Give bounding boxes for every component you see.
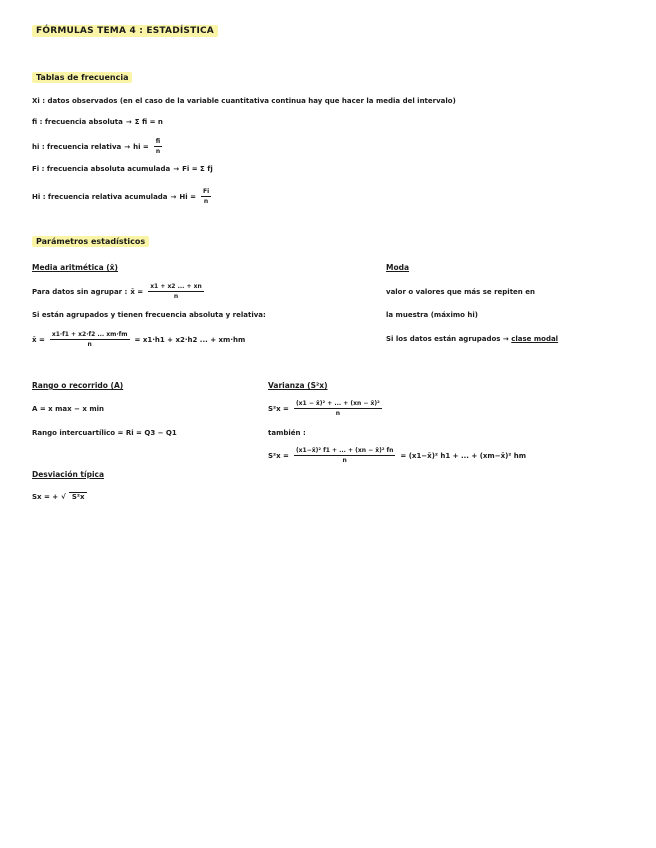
variance-fraction — [294, 400, 382, 417]
mean-grouped-numerator: x1·f1 + x2·f2 ... xm·fm — [51, 331, 128, 338]
hi-label: hi : frecuencia relativa — [32, 142, 122, 151]
hi-denominator: n — [155, 148, 161, 155]
Hi-lhs: Hi = — [179, 192, 196, 201]
sd-heading: Desviación típica — [32, 470, 105, 479]
page-title-text: FÓRMULAS TEMA 4 : ESTADÍSTICA — [32, 25, 218, 37]
mode-line-1: valor o valores que más se repiten en — [386, 288, 535, 296]
Fi-label: Fi : frecuencia absoluta acumulada — [32, 165, 171, 173]
variance-heading: Varianza (S²x) — [268, 381, 328, 390]
mean-ungrouped-label: Para datos sin agrupar : — [32, 287, 128, 296]
mean-ungrouped-numerator: x1 + x2 ... + xn — [150, 283, 202, 290]
variance-denominator: n — [335, 410, 340, 417]
fi-label: fi : frecuencia absoluta — [32, 118, 123, 126]
variance-line — [268, 400, 384, 417]
sd-radicand: S²x — [69, 492, 88, 501]
page-title — [32, 26, 218, 36]
variance2-numerator: (x1−x̄)² f1 + ... + (xn − x̄)² fn — [295, 447, 394, 454]
Hi-label: Hi : frecuencia relativa acumulada — [32, 192, 168, 201]
Hi-fraction — [201, 188, 211, 205]
variance2-fraction — [294, 447, 395, 464]
range-formula: A = x max − x min — [32, 405, 105, 413]
mode-line-2: la muestra (máximo hi) — [386, 311, 478, 319]
mean-grouped-rhs: = x1·h1 + x2·h2 ... + xm·hm — [134, 335, 246, 344]
hi-line — [32, 138, 164, 155]
Fi-line — [32, 165, 213, 173]
mean-grouped-label: Si están agrupados y tienen frecuencia absoluta y relativa: — [32, 311, 266, 319]
mode-line-3-text: Si los datos están agrupados → — [386, 335, 509, 343]
fi-line — [32, 118, 163, 126]
Hi-line — [32, 188, 213, 205]
mode-heading: Moda — [386, 263, 410, 272]
sd-lhs: Sx = + — [32, 492, 59, 501]
variance2-denominator: n — [342, 457, 347, 464]
Hi-numerator: Fi — [202, 188, 210, 195]
iqr-formula: Rango intercuartílico = Ri = Q3 − Q1 — [32, 429, 177, 437]
mean-ungrouped-fraction — [148, 283, 204, 300]
variance2-lhs: S²x = — [268, 451, 289, 460]
freq-heading — [32, 73, 132, 82]
mean-ungrouped-lhs: x̄ = — [130, 287, 144, 296]
freq-heading-text: Tablas de frecuencia — [32, 72, 132, 83]
mean-ungrouped-line — [32, 283, 206, 300]
mode-class-label: clase modal — [511, 335, 559, 343]
Fi-formula: Fi = Σ fj — [182, 165, 213, 173]
mean-grouped-line — [32, 331, 245, 348]
mean-grouped-denominator: n — [87, 341, 92, 348]
mean-grouped-fraction — [50, 331, 130, 348]
params-heading — [32, 237, 149, 246]
arrow-icon: → — [125, 118, 132, 126]
hi-fraction — [154, 138, 162, 155]
variance-numerator: (x1 − x̄)² + ... + (xn − x̄)² — [295, 400, 380, 407]
arrow-icon: → — [170, 192, 177, 201]
variance2-rhs: = (x1−x̄)² h1 + ... + (xm−x̄)² hm — [400, 451, 527, 460]
mean-ungrouped-denominator: n — [173, 293, 179, 300]
Hi-denominator: n — [203, 198, 209, 205]
sd-formula — [32, 492, 87, 501]
fi-formula: Σ fi = n — [134, 118, 163, 126]
params-heading-text: Parámetros estadísticos — [32, 236, 149, 247]
arrow-icon: → — [173, 165, 180, 173]
sqrt-icon: √ — [61, 492, 66, 501]
xi-line: Xi : datos observados (en el caso de la variable cuantitativa continua hay que hacer la media del intervalo) — [32, 97, 456, 105]
variance2-line — [268, 447, 526, 464]
variance-lhs: S²x = — [268, 404, 289, 413]
mean-heading: Media aritmética (x̄) — [32, 263, 118, 272]
variance-also: también : — [268, 429, 306, 437]
range-heading: Rango o recorrido (A) — [32, 381, 124, 390]
arrow-icon: → — [124, 142, 131, 151]
hi-lhs: hi = — [133, 142, 149, 151]
mode-line-3 — [386, 335, 558, 343]
hi-numerator: fi — [155, 138, 161, 145]
mean-grouped-lhs: x̄ = — [32, 335, 45, 344]
